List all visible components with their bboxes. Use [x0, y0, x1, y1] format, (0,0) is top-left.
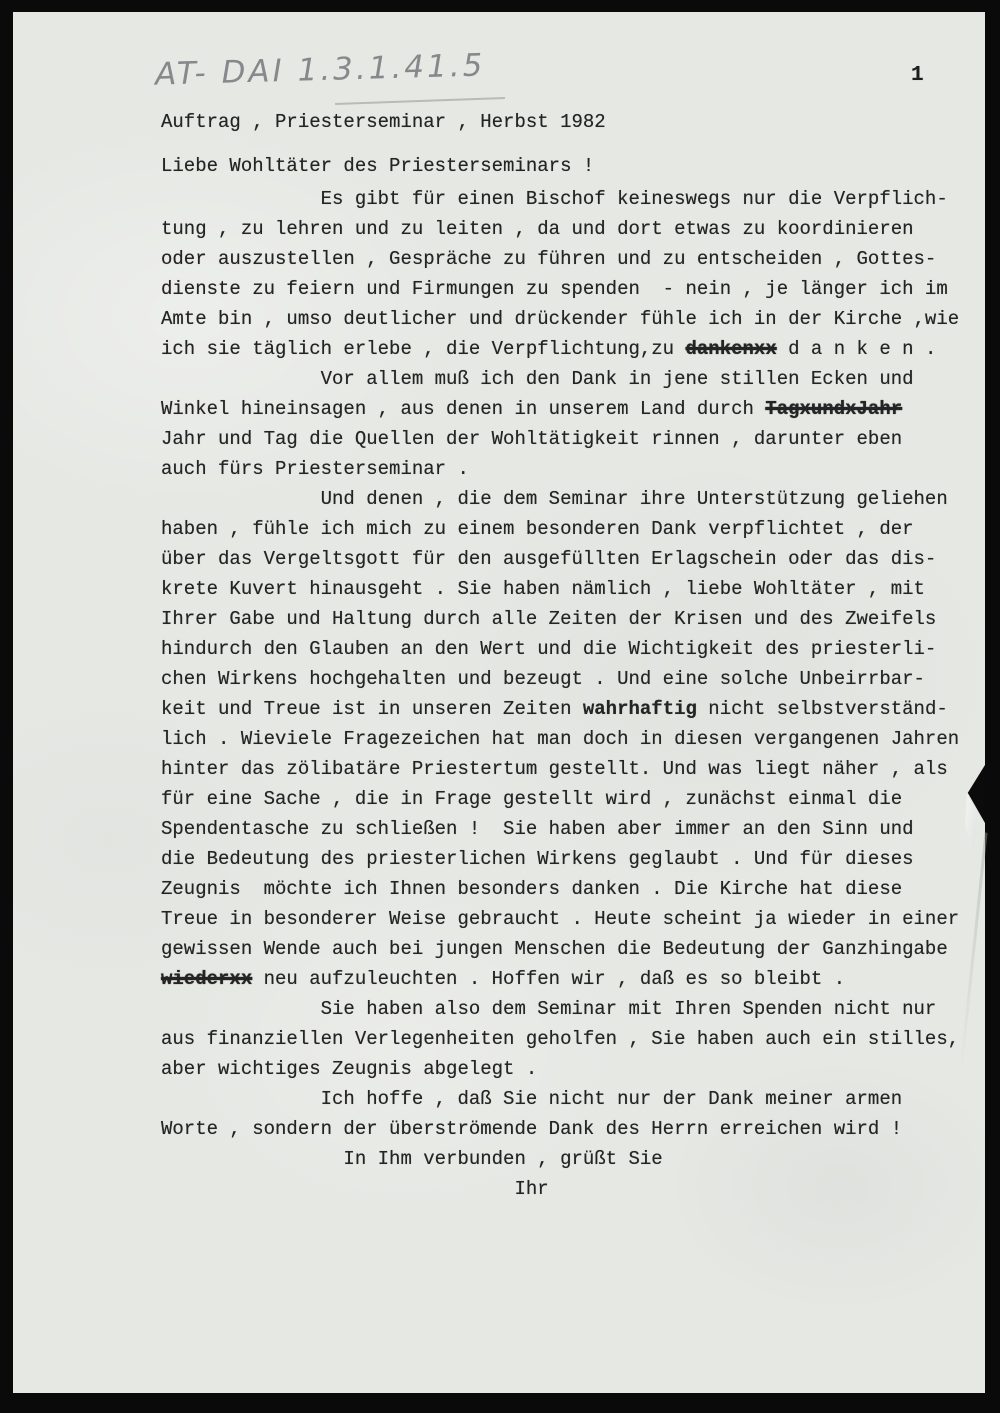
- scanned-letter-page: [13, 12, 985, 1393]
- letter-line: [161, 784, 965, 814]
- text-segment: gewissen Wende auch bei jungen Menschen die Bedeutung der Ganzhingabe: [161, 938, 948, 960]
- letter-line: [161, 964, 965, 994]
- text-segment: Sie haben also dem Seminar mit Ihren Spenden nicht nur: [161, 998, 937, 1020]
- letter-line: [161, 304, 965, 334]
- text-segment: Und denen , die dem Seminar ihre Unterstützung geliehen: [161, 488, 948, 510]
- page-number: 1: [911, 64, 924, 87]
- text-segment: Worte , sondern der überströmende Dank des Herrn erreichen wird !: [161, 1118, 903, 1140]
- text-segment: Ihrer Gabe und Haltung durch alle Zeiten der Krisen und des Zweifels: [161, 608, 937, 630]
- letter-line: [161, 904, 965, 934]
- letter-line: [161, 214, 965, 244]
- archive-code-underline: [335, 97, 505, 105]
- letter-line: [161, 634, 965, 664]
- text-segment: Ihr: [161, 1178, 549, 1200]
- text-segment: chen Wirkens hochgehalten und bezeugt . Und eine solche Unbeirrbar-: [161, 668, 925, 690]
- letter-line: [161, 1174, 965, 1204]
- letter-line: [161, 454, 965, 484]
- text-segment: Winkel hineinsagen , aus denen in unserem Land durch: [161, 398, 766, 420]
- text-segment: aber wichtiges Zeugnis abgelegt .: [161, 1058, 538, 1080]
- text-segment: aus finanziellen Verlegenheiten geholfen , Sie haben auch ein stilles,: [161, 1028, 960, 1050]
- text-segment: oder auszustellen , Gespräche zu führen und zu entscheiden , Gottes-: [161, 248, 937, 270]
- letter-line: [161, 484, 965, 514]
- text-segment: Zeugnis möchte ich Ihnen besonders danken . Die Kirche hat diese: [161, 878, 903, 900]
- letter-line: [161, 1024, 965, 1054]
- letter-line: [161, 1144, 965, 1174]
- letter-line: [161, 1114, 965, 1144]
- letter-line: [161, 724, 965, 754]
- text-segment: tung , zu lehren und zu leiten , da und dort etwas zu koordinieren: [161, 218, 914, 240]
- letter-line: [161, 994, 965, 1024]
- letter-line: [161, 934, 965, 964]
- text-segment: Spendentasche zu schließen ! Sie haben aber immer an den Sinn und: [161, 818, 914, 840]
- text-segment: auch fürs Priesterseminar .: [161, 458, 469, 480]
- letter-line: [161, 184, 965, 214]
- text-segment: wahrhaftig: [582, 698, 697, 720]
- letter-line: [161, 574, 965, 604]
- text-segment: für eine Sache , die in Frage gestellt wird , zunächst einmal die: [161, 788, 903, 810]
- letter-line: [161, 664, 965, 694]
- archive-code-handwritten: AT- DAI 1.3.1.41.5: [154, 47, 486, 93]
- struck-out-text: TagxundxJahr: [765, 398, 903, 420]
- letter-line: [161, 874, 965, 904]
- letter-line: [161, 394, 965, 424]
- letter-line: [161, 364, 965, 394]
- letter-line: [161, 514, 965, 544]
- text-segment: neu aufzuleuchten . Hoffen wir , daß es so bleibt .: [252, 968, 846, 990]
- struck-out-text: dankenxx: [685, 338, 777, 360]
- text-segment: über das Vergeltsgott für den ausgefüllten Erlagschein oder das dis-: [161, 548, 937, 570]
- letter-body: [161, 184, 965, 1204]
- letter-line: [161, 424, 965, 454]
- letter-salutation: Liebe Wohltäter des Priesterseminars !: [161, 155, 595, 177]
- letter-line: [161, 544, 965, 574]
- letter-line: [161, 274, 965, 304]
- text-segment: d a n k e n .: [776, 338, 937, 360]
- text-segment: hindurch den Glauben an den Wert und die Wichtigkeit des priesterli-: [161, 638, 937, 660]
- letter-line: [161, 754, 965, 784]
- letter-subject: Auftrag , Priesterseminar , Herbst 1982: [161, 111, 606, 133]
- text-segment: Amte bin , umso deutlicher und drückender fühle ich in der Kirche ,wie: [161, 308, 960, 330]
- text-segment: haben , fühle ich mich zu einem besonderen Dank verpflichtet , der: [161, 518, 914, 540]
- text-segment: dienste zu feiern und Firmungen zu spenden - nein , je länger ich im: [161, 278, 948, 300]
- text-segment: Jahr und Tag die Quellen der Wohltätigkeit rinnen , darunter eben: [161, 428, 903, 450]
- letter-line: [161, 694, 965, 724]
- letter-line: [161, 844, 965, 874]
- text-segment: lich . Wieviele Fragezeichen hat man doch in diesen vergangenen Jahren: [161, 728, 960, 750]
- text-segment: die Bedeutung des priesterlichen Wirkens geglaubt . Und für dieses: [161, 848, 914, 870]
- letter-line: [161, 1054, 965, 1084]
- text-segment: keit und Treue ist in unseren Zeiten: [161, 698, 583, 720]
- letter-line: [161, 1084, 965, 1114]
- text-segment: ich sie täglich erlebe , die Verpflichtung,zu: [161, 338, 686, 360]
- letter-line: [161, 814, 965, 844]
- text-segment: hinter das zölibatäre Priestertum gestellt. Und was liegt näher , als: [161, 758, 948, 780]
- letter-line: [161, 334, 965, 364]
- text-segment: In Ihm verbunden , grüßt Sie: [161, 1148, 663, 1170]
- struck-out-text: wiederxx: [161, 968, 253, 990]
- text-segment: Treue in besonderer Weise gebraucht . Heute scheint ja wieder in einer: [161, 908, 960, 930]
- letter-line: [161, 244, 965, 274]
- letter-line: [161, 604, 965, 634]
- text-segment: Ich hoffe , daß Sie nicht nur der Dank meiner armen: [161, 1088, 903, 1110]
- text-segment: Vor allem muß ich den Dank in jene stillen Ecken und: [161, 368, 914, 390]
- text-segment: Es gibt für einen Bischof keineswegs nur die Verpflich-: [161, 188, 948, 210]
- text-segment: nicht selbstverständ-: [696, 698, 948, 720]
- text-segment: krete Kuvert hinausgeht . Sie haben nämlich , liebe Wohltäter , mit: [161, 578, 925, 600]
